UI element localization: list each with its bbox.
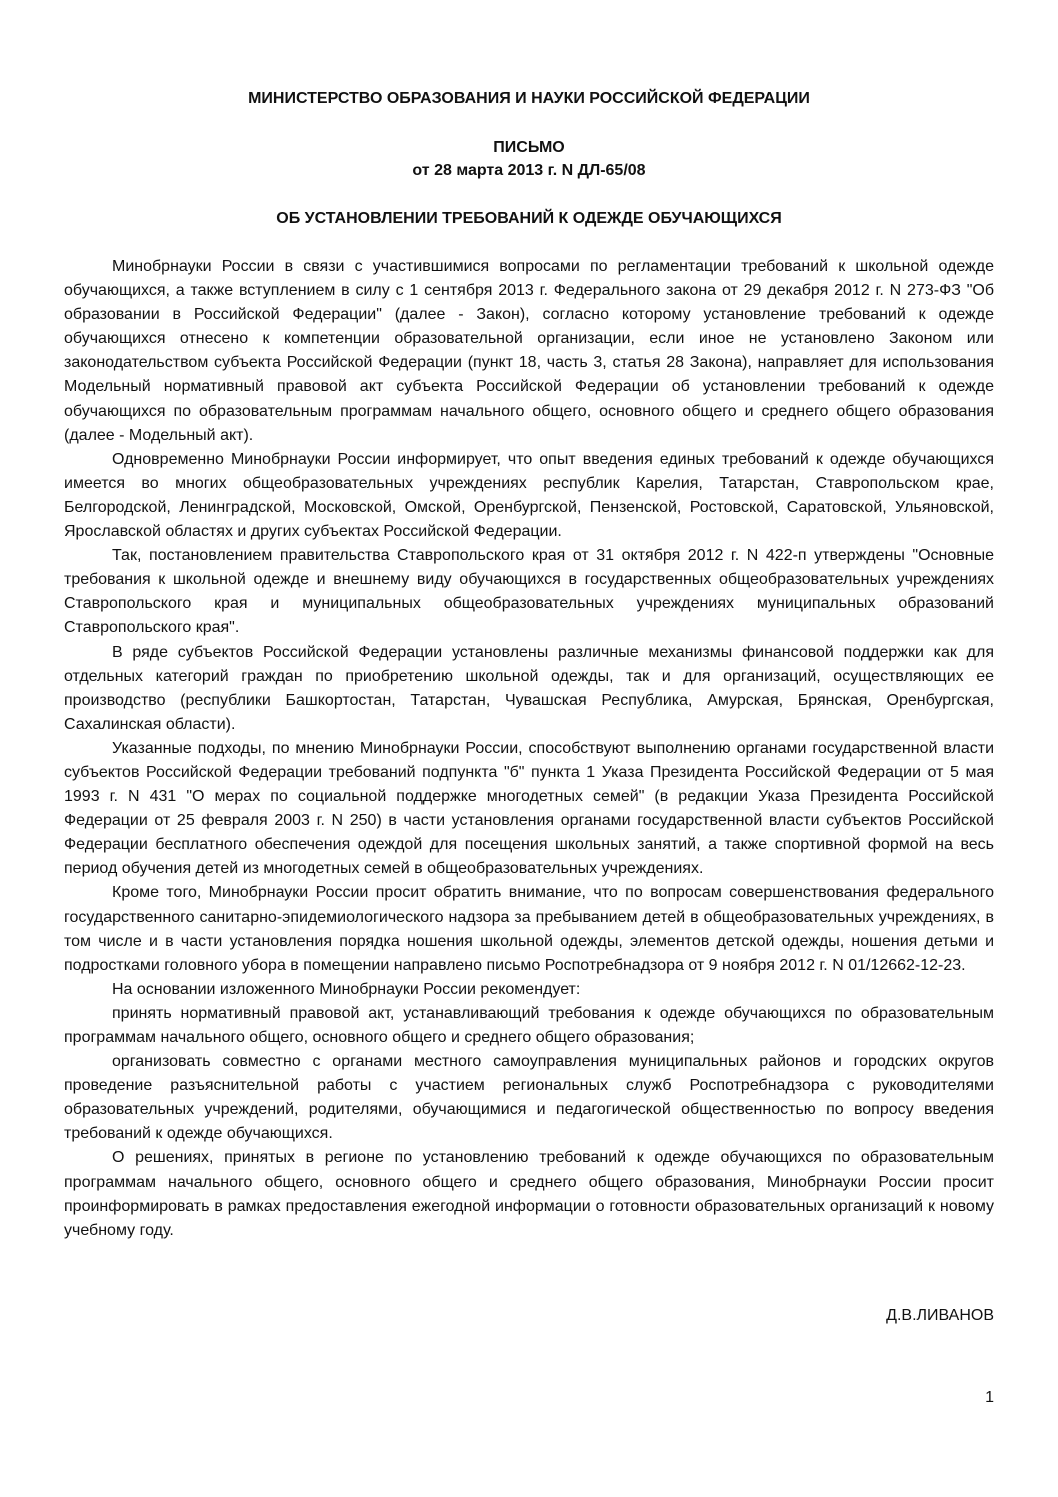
signature: Д.В.ЛИВАНОВ — [886, 1307, 994, 1324]
paragraph: Указанные подходы, по мнению Минобрнауки России, способствуют выполнению органами государственной власти субъектов Российской Федерации требований подпункта "б" пункта 1 Указа Президента Российской Федерации от 5 мая 1993 г. N 431 "О мерах по социальной поддержке многодетных семей" (в редакции Указа Президента Российской Федерации от 25 февраля 2003 г. N 250) в части установления органами государственной власти субъектов Российской Федерации бесплатного обеспечения одеждой для посещения школьных занятий, а также спортивной формой на весь период обучения детей из многодетных семей в общеобразовательных учреждениях. — [64, 739, 994, 878]
paragraph: О решениях, принятых в регионе по установлению требований к одежде обучающихся по образовательным программам начального общего, основного общего и среднего общего образования, Минобрнауки России просит проинформировать в рамках предоставления ежегодной информации о готовности образовательных организаций к новому учебному году. — [64, 1149, 994, 1239]
recommendation-item: принять нормативный правовой акт, устанавливающий требования к одежде обучающихся по образовательным программам начального общего, основного общего и среднего общего образования; — [64, 1004, 994, 1046]
letter-label: ПИСЬМО — [493, 139, 565, 156]
ministry-heading: МИНИСТЕРСТВО ОБРАЗОВАНИЯ И НАУКИ РОССИЙСКОЙ ФЕДЕРАЦИИ — [248, 90, 810, 107]
paragraph: Кроме того, Минобрнауки России просит обратить внимание, что по вопросам совершенствования федерального государственного санитарно-эпидемиологического надзора за пребыванием детей в общеобразовательных учреждениях, в том числе и в части установления порядка ношения школьной одежды, элементов детской одежды, ношения детьми и подростками головного убора в помещении направлено письмо Роспотребнадзора от 9 ноября 2012 г. N 01/12662-12-23. — [64, 884, 994, 974]
letter-body — [64, 255, 994, 1243]
paragraph: Минобрнауки России в связи с участившимися вопросами по регламентации требований к школьной одежде обучающихся, а также вступлением в силу с 1 сентября 2013 г. Федерального закона от 29 декабря 2012 г. N 273-ФЗ "Об образовании в Российской Федерации" (далее - Закон), согласно которому установление требований к одежде обучающихся отнесено к компетенции образовательной организации, если иное не установлено Законом или законодательством субъекта Российской Федерации (пункт 18, часть 3, статья 28 Закона), направляет для использования Модельный нормативный правовой акт субъекта Российской Федерации об установлении требований к одежде обучающихся по образовательным программам начального общего, основного общего и среднего общего образования (далее - Модельный акт). — [64, 258, 994, 444]
recommendation-item: организовать совместно с органами местного самоуправления муниципальных районов и городских округов проведение разъяснительной работы с участием региональных служб Роспотребнадзора с руководителями образовательных учреждений, родителями, обучающимися и педагогической общественностью по вопросу введения требований к одежде обучающихся. — [64, 1053, 994, 1143]
paragraph: В ряде субъектов Российской Федерации установлены различные механизмы финансовой поддержки как для отдельных категорий граждан по приобретению школьной одежды, так и для организаций, осуществляющих ее производство (республики Башкортостан, Татарстан, Чувашская Республика, Амурская, Брянская, Оренбургская, Сахалинская области). — [64, 643, 994, 733]
letter-subject: ОБ УСТАНОВЛЕНИИ ТРЕБОВАНИЙ К ОДЕЖДЕ ОБУЧАЮЩИХСЯ — [276, 210, 782, 227]
page-number: 1 — [985, 1389, 994, 1406]
letter-date: от 28 марта 2013 г. N ДЛ-65/08 — [412, 162, 646, 179]
paragraph: На основании изложенного Минобрнауки России рекомендует: — [112, 980, 581, 998]
paragraph: Одновременно Минобрнауки России информирует, что опыт введения единых требований к одежде обучающихся имеется во многих общеобразовательных учреждениях республик Карелия, Татарстан, Ставропольском крае, Белгородской, Ленинградской, Московской, Омской, Оренбургской, Пензенской, Ростовской, Саратовской, Ульяновской, Ярославской областях и других субъектах Российской Федерации. — [64, 450, 994, 541]
paragraph: Так, постановлением правительства Ставропольского края от 31 октября 2012 г. N 422-п утверждены "Основные требования к школьной одежде и внешнему виду обучающихся в государственных общеобразовательных учреждениях Ставропольского края и муниципальных общеобразовательных учреждениях муниципальных образований Ставропольского края". — [64, 547, 995, 637]
